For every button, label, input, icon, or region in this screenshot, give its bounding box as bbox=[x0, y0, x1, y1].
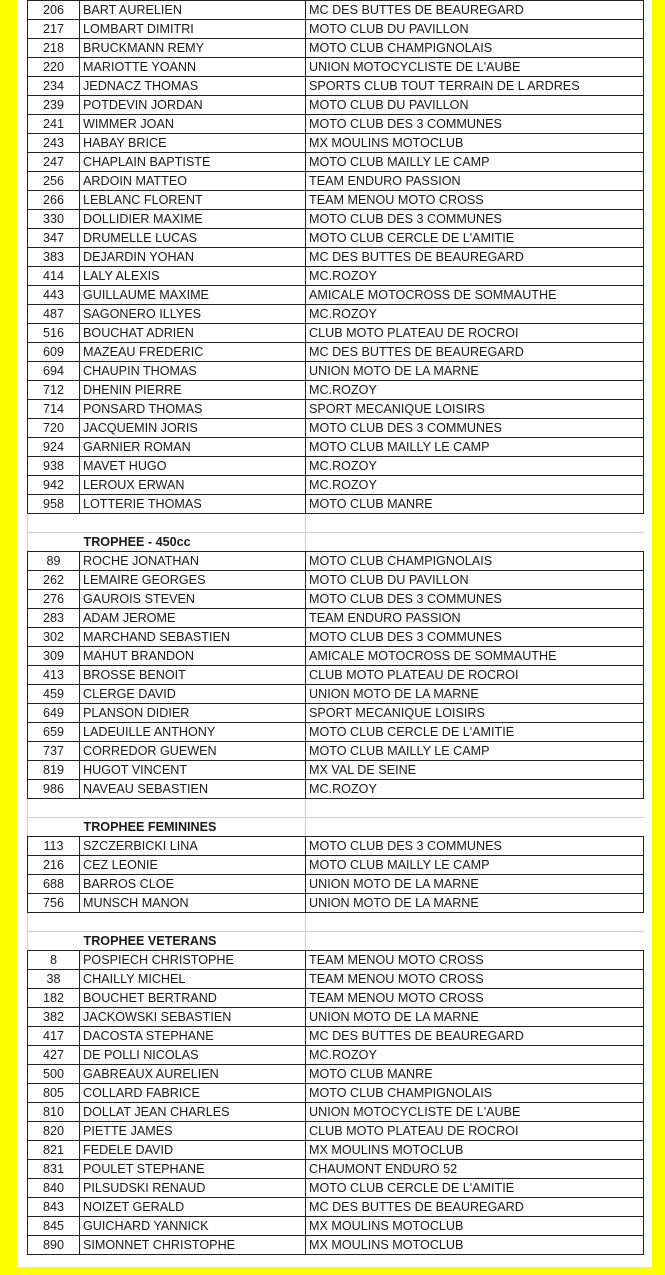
table-row bbox=[28, 1084, 644, 1103]
table-row bbox=[28, 761, 644, 780]
rider-name-cell: BOUCHET BERTRAND bbox=[80, 989, 306, 1008]
rider-number-cell: 609 bbox=[28, 343, 80, 362]
rider-name-cell: COLLARD FABRICE bbox=[80, 1084, 306, 1103]
rider-name-cell: ARDOIN MATTEO bbox=[80, 172, 306, 191]
rider-name-cell: LADEUILLE ANTHONY bbox=[80, 723, 306, 742]
rider-number-cell: 217 bbox=[28, 20, 80, 39]
rider-number-cell: 831 bbox=[28, 1160, 80, 1179]
table-row bbox=[28, 723, 644, 742]
rider-number-cell: 413 bbox=[28, 666, 80, 685]
rider-number-cell: 243 bbox=[28, 134, 80, 153]
rider-name-cell: GUICHARD YANNICK bbox=[80, 1217, 306, 1236]
table-row bbox=[28, 875, 644, 894]
club-cell: UNION MOTO DE LA MARNE bbox=[306, 1008, 644, 1027]
section-header-row bbox=[28, 818, 644, 837]
rider-number-cell: 516 bbox=[28, 324, 80, 343]
table-row bbox=[28, 1141, 644, 1160]
table-row bbox=[28, 134, 644, 153]
club-cell: MOTO CLUB CHAMPIGNOLAIS bbox=[306, 552, 644, 571]
table-row bbox=[28, 742, 644, 761]
club-cell: MC.ROZOY bbox=[306, 267, 644, 286]
empty-cell bbox=[28, 932, 80, 951]
table-row bbox=[28, 837, 644, 856]
rider-name-cell: GUILLAUME MAXIME bbox=[80, 286, 306, 305]
club-cell: MX VAL DE SEINE bbox=[306, 761, 644, 780]
rider-number-cell: 820 bbox=[28, 1122, 80, 1141]
club-cell: MC.ROZOY bbox=[306, 381, 644, 400]
table-row bbox=[28, 1027, 644, 1046]
rider-number-cell: 206 bbox=[28, 1, 80, 20]
club-cell: CLUB MOTO PLATEAU DE ROCROI bbox=[306, 666, 644, 685]
section-title: TROPHEE - 450cc bbox=[80, 533, 306, 552]
rider-number-cell: 714 bbox=[28, 400, 80, 419]
rider-name-cell: BART AURELIEN bbox=[80, 1, 306, 20]
club-cell: CHAUMONT ENDURO 52 bbox=[306, 1160, 644, 1179]
club-cell: UNION MOTO DE LA MARNE bbox=[306, 894, 644, 913]
rider-name-cell: POTDEVIN JORDAN bbox=[80, 96, 306, 115]
empty-cell bbox=[306, 533, 644, 552]
empty-cell bbox=[306, 913, 644, 932]
rider-number-cell: 443 bbox=[28, 286, 80, 305]
rider-name-cell: BARROS CLOE bbox=[80, 875, 306, 894]
table-row bbox=[28, 324, 644, 343]
rider-number-cell: 427 bbox=[28, 1046, 80, 1065]
empty-cell bbox=[28, 913, 80, 932]
rider-name-cell: MARCHAND SEBASTIEN bbox=[80, 628, 306, 647]
club-cell: MX MOULINS MOTOCLUB bbox=[306, 1217, 644, 1236]
empty-cell bbox=[28, 818, 80, 837]
table-row bbox=[28, 685, 644, 704]
rider-number-cell: 688 bbox=[28, 875, 80, 894]
club-cell: MC DES BUTTES DE BEAUREGARD bbox=[306, 1, 644, 20]
rider-name-cell: CHAILLY MICHEL bbox=[80, 970, 306, 989]
rider-number-cell: 737 bbox=[28, 742, 80, 761]
club-cell: MC.ROZOY bbox=[306, 1046, 644, 1065]
table-row bbox=[28, 970, 644, 989]
table-row bbox=[28, 495, 644, 514]
club-cell: UNION MOTO DE LA MARNE bbox=[306, 362, 644, 381]
table-row bbox=[28, 419, 644, 438]
rider-number-cell: 266 bbox=[28, 191, 80, 210]
rider-number-cell: 38 bbox=[28, 970, 80, 989]
table-row bbox=[28, 1046, 644, 1065]
table-row bbox=[28, 989, 644, 1008]
rider-name-cell: DOLLAT JEAN CHARLES bbox=[80, 1103, 306, 1122]
rider-name-cell: GARNIER ROMAN bbox=[80, 438, 306, 457]
table-row bbox=[28, 191, 644, 210]
club-cell: TEAM MENOU MOTO CROSS bbox=[306, 191, 644, 210]
table-row bbox=[28, 628, 644, 647]
rider-name-cell: JACQUEMIN JORIS bbox=[80, 419, 306, 438]
rider-number-cell: 182 bbox=[28, 989, 80, 1008]
rider-number-cell: 720 bbox=[28, 419, 80, 438]
club-cell: MC.ROZOY bbox=[306, 457, 644, 476]
club-cell: TEAM ENDURO PASSION bbox=[306, 609, 644, 628]
club-cell: MOTO CLUB MAILLY LE CAMP bbox=[306, 856, 644, 875]
rider-number-cell: 843 bbox=[28, 1198, 80, 1217]
table-row bbox=[28, 153, 644, 172]
rider-name-cell: MARIOTTE YOANN bbox=[80, 58, 306, 77]
table-row bbox=[28, 590, 644, 609]
rider-number-cell: 347 bbox=[28, 229, 80, 248]
rider-name-cell: DOLLIDIER MAXIME bbox=[80, 210, 306, 229]
rider-name-cell: HABAY BRICE bbox=[80, 134, 306, 153]
table-row bbox=[28, 210, 644, 229]
rider-number-cell: 414 bbox=[28, 267, 80, 286]
table-row bbox=[28, 248, 644, 267]
club-cell: SPORT MECANIQUE LOISIRS bbox=[306, 400, 644, 419]
rider-name-cell: JACKOWSKI SEBASTIEN bbox=[80, 1008, 306, 1027]
rider-number-cell: 241 bbox=[28, 115, 80, 134]
club-cell: TEAM MENOU MOTO CROSS bbox=[306, 989, 644, 1008]
club-cell: MOTO CLUB DES 3 COMMUNES bbox=[306, 837, 644, 856]
club-cell: MC DES BUTTES DE BEAUREGARD bbox=[306, 343, 644, 362]
table-row bbox=[28, 1217, 644, 1236]
rider-number-cell: 845 bbox=[28, 1217, 80, 1236]
spacer-row bbox=[28, 799, 644, 818]
table-row bbox=[28, 1065, 644, 1084]
club-cell: TEAM ENDURO PASSION bbox=[306, 172, 644, 191]
table-row bbox=[28, 704, 644, 723]
rider-name-cell: PIETTE JAMES bbox=[80, 1122, 306, 1141]
rider-name-cell: MAVET HUGO bbox=[80, 457, 306, 476]
rider-name-cell: ADAM JEROME bbox=[80, 609, 306, 628]
table-row bbox=[28, 1008, 644, 1027]
rider-name-cell: NOIZET GERALD bbox=[80, 1198, 306, 1217]
table-row bbox=[28, 39, 644, 58]
rider-number-cell: 694 bbox=[28, 362, 80, 381]
rider-name-cell: DACOSTA STEPHANE bbox=[80, 1027, 306, 1046]
club-cell: MOTO CLUB DU PAVILLON bbox=[306, 571, 644, 590]
club-cell: CLUB MOTO PLATEAU DE ROCROI bbox=[306, 324, 644, 343]
rider-name-cell: LALY ALEXIS bbox=[80, 267, 306, 286]
rider-name-cell: POULET STEPHANE bbox=[80, 1160, 306, 1179]
table-row bbox=[28, 780, 644, 799]
club-cell: CLUB MOTO PLATEAU DE ROCROI bbox=[306, 1122, 644, 1141]
rider-number-cell: 659 bbox=[28, 723, 80, 742]
rider-name-cell: DEJARDIN YOHAN bbox=[80, 248, 306, 267]
table-row bbox=[28, 1, 644, 20]
rider-name-cell: DE POLLI NICOLAS bbox=[80, 1046, 306, 1065]
rider-name-cell: DHENIN PIERRE bbox=[80, 381, 306, 400]
club-cell: MC DES BUTTES DE BEAUREGARD bbox=[306, 248, 644, 267]
club-cell: TEAM MENOU MOTO CROSS bbox=[306, 951, 644, 970]
table-row bbox=[28, 286, 644, 305]
club-cell: UNION MOTO DE LA MARNE bbox=[306, 685, 644, 704]
rider-name-cell: JEDNACZ THOMAS bbox=[80, 77, 306, 96]
empty-cell bbox=[306, 932, 644, 951]
rider-number-cell: 840 bbox=[28, 1179, 80, 1198]
club-cell: MOTO CLUB DU PAVILLON bbox=[306, 20, 644, 39]
rider-number-cell: 938 bbox=[28, 457, 80, 476]
rider-name-cell: SZCZERBICKI LINA bbox=[80, 837, 306, 856]
spacer-row bbox=[28, 514, 644, 533]
table-row bbox=[28, 96, 644, 115]
club-cell: MOTO CLUB DES 3 COMMUNES bbox=[306, 419, 644, 438]
club-cell: MOTO CLUB CHAMPIGNOLAIS bbox=[306, 1084, 644, 1103]
rider-number-cell: 417 bbox=[28, 1027, 80, 1046]
rider-name-cell: GAUROIS STEVEN bbox=[80, 590, 306, 609]
rider-table bbox=[27, 0, 644, 1255]
spacer-row bbox=[28, 913, 644, 932]
table-row bbox=[28, 1236, 644, 1255]
rider-name-cell: FEDELE DAVID bbox=[80, 1141, 306, 1160]
rider-name-cell: SIMONNET CHRISTOPHE bbox=[80, 1236, 306, 1255]
rider-number-cell: 302 bbox=[28, 628, 80, 647]
club-cell: MOTO CLUB CHAMPIGNOLAIS bbox=[306, 39, 644, 58]
empty-cell bbox=[28, 533, 80, 552]
rider-name-cell: CHAPLAIN BAPTISTE bbox=[80, 153, 306, 172]
rider-name-cell: LEBLANC FLORENT bbox=[80, 191, 306, 210]
club-cell: SPORTS CLUB TOUT TERRAIN DE L ARDRES bbox=[306, 77, 644, 96]
empty-cell bbox=[306, 818, 644, 837]
rider-name-cell: BRUCKMANN REMY bbox=[80, 39, 306, 58]
empty-cell bbox=[28, 799, 80, 818]
table-row bbox=[28, 400, 644, 419]
rider-number-cell: 942 bbox=[28, 476, 80, 495]
club-cell: MOTO CLUB DES 3 COMMUNES bbox=[306, 628, 644, 647]
club-cell: MX MOULINS MOTOCLUB bbox=[306, 1141, 644, 1160]
empty-cell bbox=[80, 799, 306, 818]
rider-name-cell: CEZ LEONIE bbox=[80, 856, 306, 875]
rider-number-cell: 283 bbox=[28, 609, 80, 628]
club-cell: MOTO CLUB MAILLY LE CAMP bbox=[306, 153, 644, 172]
table-row bbox=[28, 343, 644, 362]
rider-name-cell: MUNSCH MANON bbox=[80, 894, 306, 913]
rider-number-cell: 821 bbox=[28, 1141, 80, 1160]
rider-number-cell: 262 bbox=[28, 571, 80, 590]
table-row bbox=[28, 552, 644, 571]
club-cell: AMICALE MOTOCROSS DE SOMMAUTHE bbox=[306, 286, 644, 305]
table-row bbox=[28, 647, 644, 666]
rider-number-cell: 459 bbox=[28, 685, 80, 704]
rider-name-cell: MAHUT BRANDON bbox=[80, 647, 306, 666]
table-row bbox=[28, 476, 644, 495]
rider-name-cell: BOUCHAT ADRIEN bbox=[80, 324, 306, 343]
rider-number-cell: 986 bbox=[28, 780, 80, 799]
rider-name-cell: ROCHE JONATHAN bbox=[80, 552, 306, 571]
table-row bbox=[28, 172, 644, 191]
rider-name-cell: POSPIECH CHRISTOPHE bbox=[80, 951, 306, 970]
club-cell: MOTO CLUB DES 3 COMMUNES bbox=[306, 115, 644, 134]
club-cell: MOTO CLUB MANRE bbox=[306, 495, 644, 514]
rider-number-cell: 890 bbox=[28, 1236, 80, 1255]
rider-number-cell: 382 bbox=[28, 1008, 80, 1027]
table-row bbox=[28, 438, 644, 457]
rider-name-cell: WIMMER JOAN bbox=[80, 115, 306, 134]
rider-name-cell: SAGONERO ILLYES bbox=[80, 305, 306, 324]
rider-number-cell: 805 bbox=[28, 1084, 80, 1103]
table-row bbox=[28, 381, 644, 400]
rider-number-cell: 218 bbox=[28, 39, 80, 58]
rider-number-cell: 113 bbox=[28, 837, 80, 856]
section-header-row bbox=[28, 932, 644, 951]
table-row bbox=[28, 856, 644, 875]
table-row bbox=[28, 894, 644, 913]
club-cell: MOTO CLUB CERCLE DE L'AMITIE bbox=[306, 229, 644, 248]
rider-number-cell: 220 bbox=[28, 58, 80, 77]
table-row bbox=[28, 1198, 644, 1217]
club-cell: AMICALE MOTOCROSS DE SOMMAUTHE bbox=[306, 647, 644, 666]
rider-name-cell: PLANSON DIDIER bbox=[80, 704, 306, 723]
club-cell: TEAM MENOU MOTO CROSS bbox=[306, 970, 644, 989]
table-row bbox=[28, 666, 644, 685]
table-row bbox=[28, 58, 644, 77]
rider-number-cell: 276 bbox=[28, 590, 80, 609]
club-cell: UNION MOTOCYCLISTE DE L'AUBE bbox=[306, 1103, 644, 1122]
table-row bbox=[28, 229, 644, 248]
rider-name-cell: LOMBART DIMITRI bbox=[80, 20, 306, 39]
rider-number-cell: 712 bbox=[28, 381, 80, 400]
rider-number-cell: 649 bbox=[28, 704, 80, 723]
rider-number-cell: 309 bbox=[28, 647, 80, 666]
rider-number-cell: 330 bbox=[28, 210, 80, 229]
rider-name-cell: NAVEAU SEBASTIEN bbox=[80, 780, 306, 799]
rider-name-cell: LEROUX ERWAN bbox=[80, 476, 306, 495]
table-row bbox=[28, 1179, 644, 1198]
club-cell: UNION MOTO DE LA MARNE bbox=[306, 875, 644, 894]
table-row bbox=[28, 305, 644, 324]
club-cell: MOTO CLUB DU PAVILLON bbox=[306, 96, 644, 115]
empty-cell bbox=[306, 514, 644, 533]
club-cell: UNION MOTOCYCLISTE DE L'AUBE bbox=[306, 58, 644, 77]
club-cell: MOTO CLUB DES 3 COMMUNES bbox=[306, 590, 644, 609]
rider-name-cell: DRUMELLE LUCAS bbox=[80, 229, 306, 248]
table-row bbox=[28, 1122, 644, 1141]
empty-cell bbox=[80, 913, 306, 932]
rider-number-cell: 216 bbox=[28, 856, 80, 875]
table-row bbox=[28, 609, 644, 628]
table-row bbox=[28, 267, 644, 286]
club-cell: MOTO CLUB MANRE bbox=[306, 1065, 644, 1084]
table-row bbox=[28, 362, 644, 381]
rider-number-cell: 89 bbox=[28, 552, 80, 571]
rider-number-cell: 234 bbox=[28, 77, 80, 96]
club-cell: MC.ROZOY bbox=[306, 305, 644, 324]
section-title: TROPHEE VETERANS bbox=[80, 932, 306, 951]
rider-number-cell: 500 bbox=[28, 1065, 80, 1084]
rider-number-cell: 247 bbox=[28, 153, 80, 172]
rider-number-cell: 239 bbox=[28, 96, 80, 115]
rider-table-body bbox=[28, 1, 644, 1255]
club-cell: MOTO CLUB CERCLE DE L'AMITIE bbox=[306, 1179, 644, 1198]
rider-number-cell: 756 bbox=[28, 894, 80, 913]
empty-cell bbox=[306, 799, 644, 818]
section-header-row bbox=[28, 533, 644, 552]
rider-number-cell: 487 bbox=[28, 305, 80, 324]
club-cell: MC DES BUTTES DE BEAUREGARD bbox=[306, 1027, 644, 1046]
club-cell: SPORT MECANIQUE LOISIRS bbox=[306, 704, 644, 723]
empty-cell bbox=[80, 514, 306, 533]
club-cell: MC.ROZOY bbox=[306, 780, 644, 799]
club-cell: MOTO CLUB DES 3 COMMUNES bbox=[306, 210, 644, 229]
rider-number-cell: 819 bbox=[28, 761, 80, 780]
rider-name-cell: HUGOT VINCENT bbox=[80, 761, 306, 780]
rider-number-cell: 924 bbox=[28, 438, 80, 457]
club-cell: MC DES BUTTES DE BEAUREGARD bbox=[306, 1198, 644, 1217]
table-row bbox=[28, 20, 644, 39]
section-title: TROPHEE FEMININES bbox=[80, 818, 306, 837]
rider-name-cell: PONSARD THOMAS bbox=[80, 400, 306, 419]
table-row bbox=[28, 1103, 644, 1122]
table-row bbox=[28, 1160, 644, 1179]
club-cell: MOTO CLUB CERCLE DE L'AMITIE bbox=[306, 723, 644, 742]
rider-name-cell: PILSUDSKI RENAUD bbox=[80, 1179, 306, 1198]
club-cell: MX MOULINS MOTOCLUB bbox=[306, 1236, 644, 1255]
rider-name-cell: CHAUPIN THOMAS bbox=[80, 362, 306, 381]
rider-number-cell: 810 bbox=[28, 1103, 80, 1122]
table-row bbox=[28, 115, 644, 134]
rider-name-cell: GABREAUX AURELIEN bbox=[80, 1065, 306, 1084]
rider-number-cell: 8 bbox=[28, 951, 80, 970]
rider-number-cell: 383 bbox=[28, 248, 80, 267]
table-row bbox=[28, 571, 644, 590]
club-cell: MOTO CLUB MAILLY LE CAMP bbox=[306, 438, 644, 457]
rider-name-cell: LOTTERIE THOMAS bbox=[80, 495, 306, 514]
rider-number-cell: 958 bbox=[28, 495, 80, 514]
table-row bbox=[28, 457, 644, 476]
spreadsheet-page bbox=[17, 0, 652, 1267]
club-cell: MOTO CLUB MAILLY LE CAMP bbox=[306, 742, 644, 761]
rider-name-cell: MAZEAU FREDERIC bbox=[80, 343, 306, 362]
rider-name-cell: BROSSE BENOIT bbox=[80, 666, 306, 685]
rider-name-cell: CLERGE DAVID bbox=[80, 685, 306, 704]
club-cell: MX MOULINS MOTOCLUB bbox=[306, 134, 644, 153]
rider-name-cell: CORREDOR GUEWEN bbox=[80, 742, 306, 761]
rider-name-cell: LEMAIRE GEORGES bbox=[80, 571, 306, 590]
rider-number-cell: 256 bbox=[28, 172, 80, 191]
club-cell: MC.ROZOY bbox=[306, 476, 644, 495]
empty-cell bbox=[28, 514, 80, 533]
table-row bbox=[28, 77, 644, 96]
table-row bbox=[28, 951, 644, 970]
